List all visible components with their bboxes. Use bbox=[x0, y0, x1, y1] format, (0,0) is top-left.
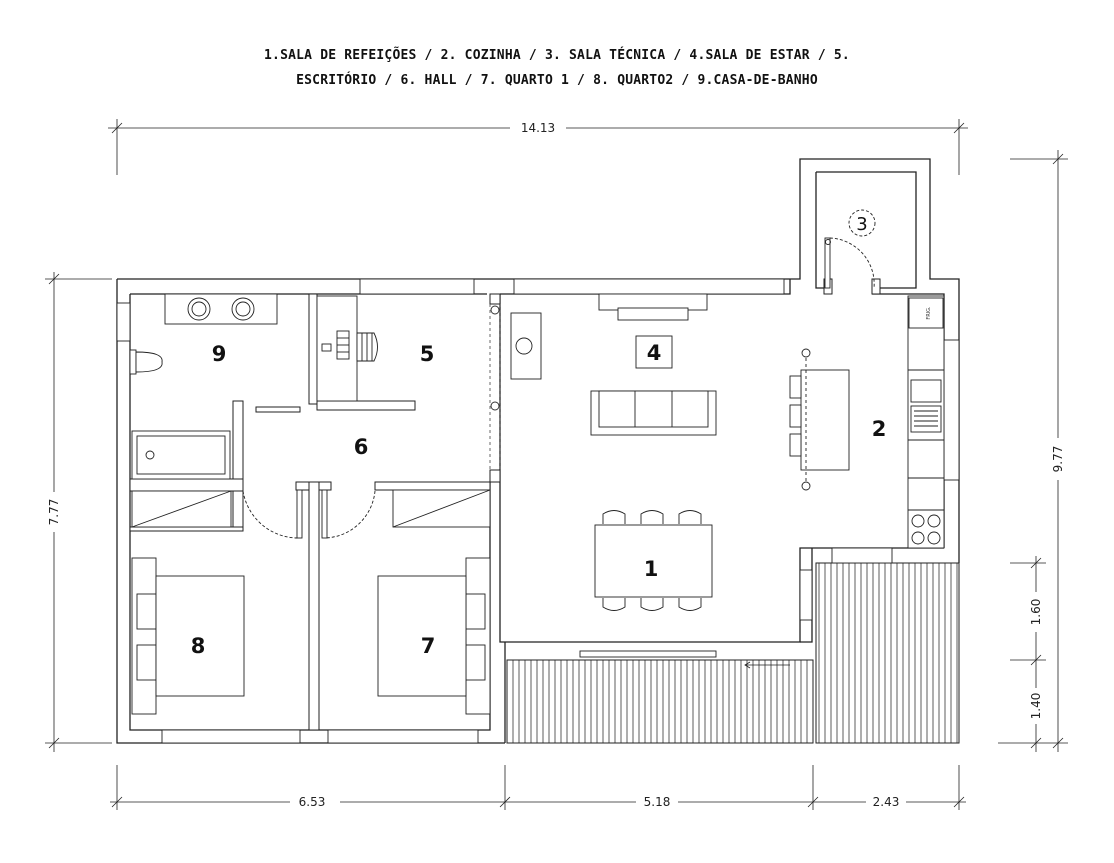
terrace-deck-right bbox=[816, 563, 959, 743]
room-label-9: 9 bbox=[211, 342, 227, 366]
bedroom-8-furniture bbox=[132, 491, 244, 714]
partition-pivot-bottom bbox=[491, 402, 499, 410]
legend-line-1: 1.SALA DE REFEIÇÕES / 2. COZINHA / 3. SALA TÉCNICA / 4.SALA DE ESTAR / 5. bbox=[264, 48, 850, 63]
room-label-5: 5 bbox=[419, 342, 435, 366]
fridge-label: FRIG. bbox=[926, 306, 932, 320]
dim-bottom-mid: 5.18 bbox=[643, 795, 671, 809]
dim-left-height: 7.77 bbox=[47, 498, 61, 526]
sliding-partition bbox=[490, 304, 500, 470]
office-desk bbox=[317, 296, 378, 401]
bedroom-7-furniture bbox=[378, 490, 490, 714]
room-label-3: 3 bbox=[856, 214, 868, 235]
room-label-4: 4 bbox=[646, 341, 662, 365]
room-label-1: 1 bbox=[643, 557, 659, 581]
terrace-deck-bottom bbox=[507, 660, 813, 743]
dim-bottom-left: 6.53 bbox=[298, 795, 326, 809]
dim-bottom-right: 2.43 bbox=[872, 795, 900, 809]
legend-line-2: ESCRITÓRIO / 6. HALL / 7. QUARTO 1 / 8. QUARTO2 / 9.CASA-DE-BANHO bbox=[296, 73, 818, 88]
room-label-7: 7 bbox=[420, 634, 436, 658]
kitchen-fixtures bbox=[790, 296, 944, 548]
living-furniture bbox=[511, 294, 716, 435]
dim-total-width: 14.13 bbox=[520, 121, 556, 135]
dim-terrace-lower: 1.40 bbox=[1029, 692, 1043, 720]
dim-terrace-upper: 1.60 bbox=[1029, 598, 1043, 626]
bathroom-fixtures bbox=[130, 294, 277, 479]
partition-pivot-top bbox=[491, 306, 499, 314]
room-label-8: 8 bbox=[190, 634, 206, 658]
dim-total-height: 9.77 bbox=[1051, 445, 1065, 473]
room-label-6: 6 bbox=[353, 435, 369, 459]
room-label-2: 2 bbox=[871, 417, 887, 441]
